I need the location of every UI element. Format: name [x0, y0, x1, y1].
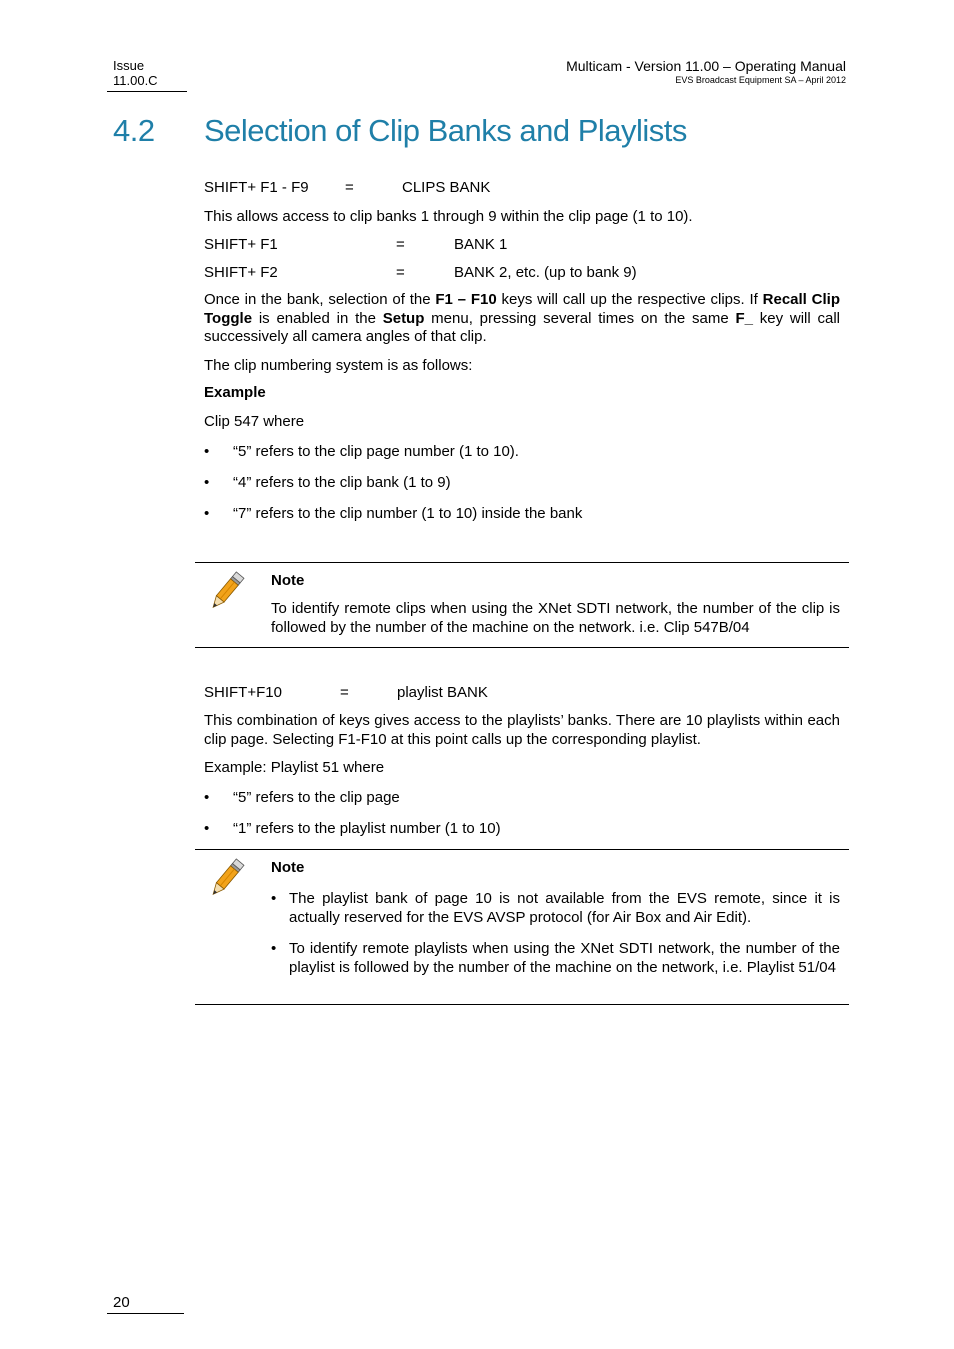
note-text: To identify remote clips when using the XNet SDTI network, the number of the clip is followed by the number of the machine on the network. i.e. Clip 547B/04	[271, 600, 840, 636]
header-divider	[107, 91, 187, 92]
note-bottom-rule	[195, 647, 849, 648]
bullet-mark: •	[271, 890, 277, 907]
equals-sign: =	[396, 264, 405, 281]
note-list-item-text: The playlist bank of page 10 is not available from the EVS remote, since it is actually reserved for the EVS AVSP protocol (for Air Box and Air Edit).	[289, 890, 840, 926]
list-item	[204, 789, 840, 807]
list-item-text: “5” refers to the clip page	[233, 789, 400, 806]
bullet-mark: •	[204, 443, 210, 460]
section-number: 4.2	[113, 113, 155, 148]
bold-run: F1 – F10	[435, 291, 497, 308]
issue-label: Issue	[113, 58, 145, 73]
bold-run: F_	[735, 309, 753, 327]
equals-sign: =	[340, 684, 349, 701]
bold-run: Setup	[382, 309, 425, 327]
note-bottom-rule	[195, 1004, 849, 1005]
note-list-item	[271, 890, 840, 927]
header-meta	[566, 58, 846, 86]
pencil-icon	[204, 570, 248, 614]
equals-sign: =	[345, 179, 354, 196]
note-top-rule	[195, 849, 849, 850]
note-title: Note	[271, 572, 305, 589]
text-run: Once in the bank, selection of the	[204, 291, 436, 308]
list-item-text: “1” refers to the playlist number (1 to 10)	[233, 820, 501, 837]
list-item	[204, 505, 840, 523]
issue-number: 11.00.C	[113, 73, 158, 88]
list-item	[204, 474, 840, 492]
list-item-text: “5” refers to the clip page number (1 to 10).	[233, 443, 519, 460]
bullet-mark: •	[271, 940, 277, 957]
shortcut-value: playlist BANK	[397, 684, 488, 701]
shortcut-value: CLIPS BANK	[402, 179, 491, 196]
bullet-mark: •	[204, 474, 210, 491]
header-issue	[113, 58, 158, 88]
text-run: key will call successively all camera angles of that clip.	[204, 309, 840, 345]
note-title: Note	[271, 859, 305, 876]
bullet-mark: •	[204, 789, 210, 806]
playlist-example-text: Example: Playlist 51 where	[204, 759, 385, 776]
numbering-intro: The clip numbering system is as follows:	[204, 357, 473, 374]
shortcut-value: BANK 1	[454, 236, 508, 253]
example-label: Example	[204, 384, 266, 401]
shortcut-key: SHIFT+ F1 - F9	[204, 179, 309, 196]
footer-divider	[107, 1313, 184, 1314]
shortcut-key: SHIFT+ F2	[204, 264, 278, 281]
bullet-mark: •	[204, 505, 210, 522]
section-heading	[113, 113, 687, 149]
note-top-rule	[195, 562, 849, 563]
list-item-text: “4” refers to the clip bank (1 to 9)	[233, 474, 451, 491]
shortcut-key: SHIFT+ F1	[204, 236, 278, 253]
page-number: 20	[113, 1294, 130, 1311]
manual-title: Multicam - Version 11.00 – Operating Manual	[566, 58, 846, 74]
text-run: keys will call up the respective clips. If	[496, 291, 763, 308]
list-item	[204, 820, 840, 838]
recall-paragraph	[204, 291, 840, 347]
text-run: is enabled in the	[252, 309, 383, 327]
manual-subtitle: EVS Broadcast Equipment SA – April 2012	[675, 75, 846, 85]
clips-bank-description: This allows access to clip banks 1 through 9 within the clip page (1 to 10).	[204, 208, 693, 225]
list-item-text: “7” refers to the clip number (1 to 10) inside the bank	[233, 505, 583, 522]
text-run: menu, pressing several times on the same	[424, 309, 736, 327]
note-list-item-text: To identify remote playlists when using the XNet SDTI network, the number of the playlist is followed by the number of the machine on the network, i.e. Playlist 51/04	[289, 940, 840, 976]
section-title: Selection of Clip Banks and Playlists	[204, 113, 687, 148]
bullet-mark: •	[204, 820, 210, 837]
bold-run: Recall Clip Toggle	[204, 291, 840, 327]
list-item	[204, 443, 840, 461]
shortcut-value: BANK 2, etc. (up to bank 9)	[454, 264, 637, 281]
playlist-bank-description: This combination of keys gives access to the playlists’ banks. There are 10 playlists within each clip page. Selecting F1-F10 at this point calls up the corresponding playlist.	[204, 712, 840, 748]
pencil-icon	[204, 857, 248, 901]
example-text: Clip 547 where	[204, 413, 305, 430]
note-list-item	[271, 940, 840, 977]
equals-sign: =	[396, 236, 405, 253]
shortcut-key: SHIFT+F10	[204, 684, 282, 701]
